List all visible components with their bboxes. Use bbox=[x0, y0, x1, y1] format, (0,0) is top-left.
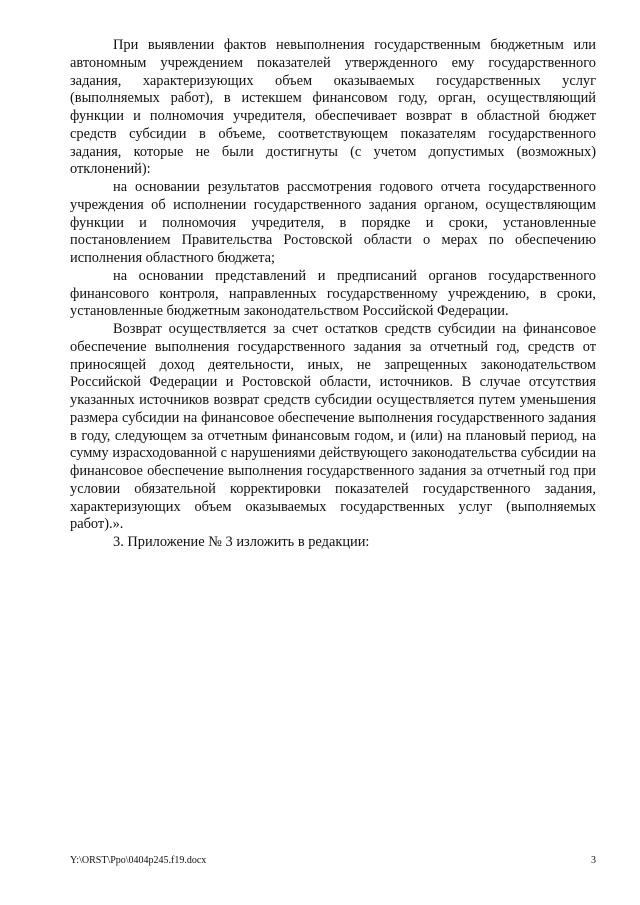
document-body bbox=[70, 37, 596, 552]
paragraph-appendix-3: 3. Приложение № 3 изложить в редакции: bbox=[113, 534, 370, 550]
paragraph-return-sources: Возврат осуществляется за счет остатков средств субсидии на финансовое обеспечение выполнения государственного задания за отчетный год, средств от приносящей доход деятельности, иных, не запрещенных законодательством Российской Федерации и Ростовской области, источников. В случае отсутствия указанных источников возврат средств субсидии осуществляется путем уменьшения размера субсидии на финансовое обеспечение выполнения государственного задания в году, следующем за отчетным финансовым годом, и (или) на плановый период, на сумму израсходованной с нарушениями действующего законодательства субсидии на финансовое обеспечение выполнения государственного задания за отчетный год при условии обязательной корректировки показателей государственного задания, характеризующих объем оказываемых государственных услуг (выполняемых работ).». bbox=[70, 321, 596, 533]
page-number: 3 bbox=[591, 855, 596, 866]
paragraph-return-conditions: При выявлении фактов невыполнения государственным бюджетным или автономным учреждением показателей утвержденного ему государственного задания, характеризующих объем оказываемых государственных услуг (выполняемых работ), в истекшем финансовом году, орган, осуществляющий функции и полномочия учредителя, обеспечивает возврат в областной бюджет средств субсидии в объеме, соответствующем показателям государственного задания, которые не были достигнуты (с учетом допустимых (возможных) отклонений): bbox=[70, 37, 596, 178]
paragraph-annual-report-basis: на основании результатов рассмотрения годового отчета государственного учреждения об исполнении государственного задания органом, осуществляющим функции и полномочия учредителя, в порядке и сроки, установленные постановлением Правительства Ростовской области о мерах по обеспечению исполнения областного бюджета; bbox=[70, 179, 596, 266]
footer-file-path: Y:\ORST\Ppo\0404p245.f19.docx bbox=[70, 855, 207, 866]
paragraph-control-bodies-basis: на основании представлений и предписаний органов государственного финансового контроля, направленных государственному учреждению, в сроки, установленные бюджетным законодательством Российской Федерации. bbox=[70, 267, 596, 320]
